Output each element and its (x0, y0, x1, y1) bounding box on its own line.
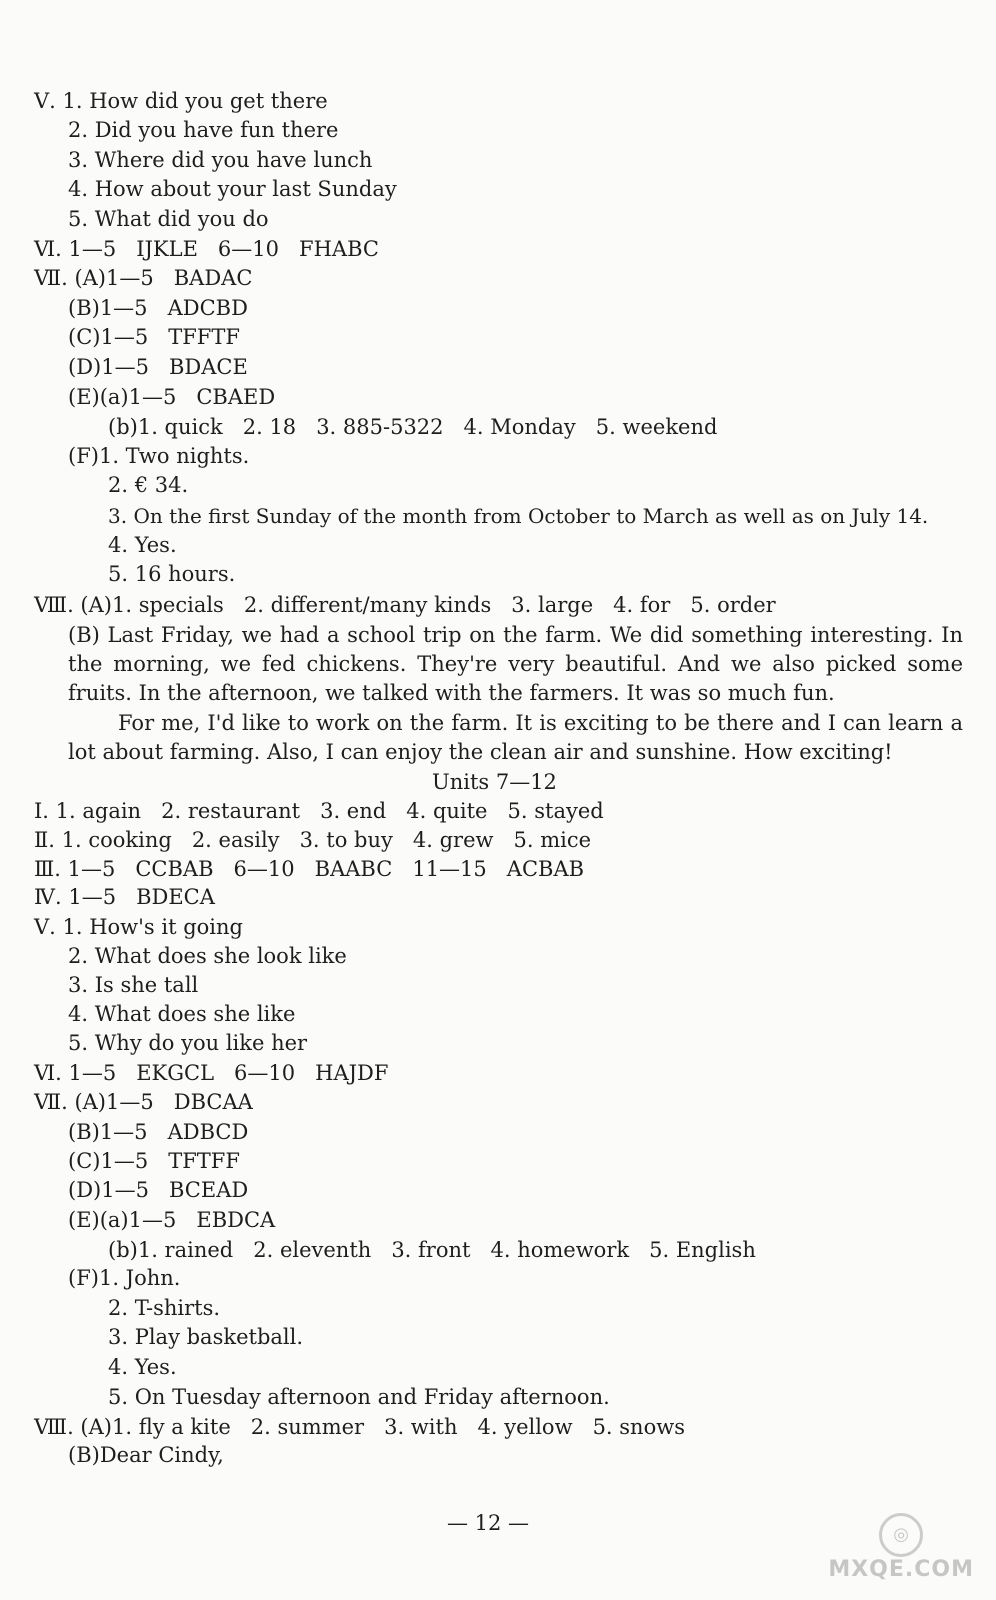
answer-line: Ⅵ. 1—5 EKGCL 6—10 HAJDF (34, 1061, 389, 1085)
answer-line: Ⅷ. (A)1. fly a kite 2. summer 3. with 4. yellow 5. snows (34, 1415, 685, 1439)
answer-line: 3. Play basketball. (108, 1325, 304, 1349)
essay-paragraph: For me, I'd like to work on the farm. It is exciting to be there and I can learn a lot about farming. Also, I can enjoy the clean air and sunshine. How exciting! (68, 711, 963, 764)
answer-line: Ⅴ. 1. How's it going (34, 915, 243, 939)
answer-line: (F)1. John. (68, 1266, 181, 1290)
answer-line: 4. How about your last Sunday (68, 177, 397, 201)
answer-line: Ⅵ. 1—5 IJKLE 6—10 FHABC (34, 237, 379, 261)
answer-line: (B)Dear Cindy, (68, 1443, 224, 1467)
answer-line: (C)1—5 TFTFF (68, 1149, 240, 1173)
answer-line: 5. Why do you like her (68, 1031, 308, 1055)
answer-line: Ⅲ. 1—5 CCBAB 6—10 BAABC 11—15 ACBAB (34, 857, 585, 881)
answer-line: (C)1—5 TFFTF (68, 325, 240, 349)
answer-line: Ⅰ. 1. again 2. restaurant 3. end 4. quite 5. stayed (34, 799, 604, 823)
answer-line: (b)1. rained 2. eleventh 3. front 4. homework 5. English (108, 1238, 756, 1262)
answer-line: 4. Yes. (108, 533, 177, 557)
answer-line: 4. Yes. (108, 1355, 177, 1379)
watermark-logo-icon: ◎ (879, 1513, 923, 1557)
answer-line: (D)1—5 BCEAD (68, 1178, 249, 1202)
answer-line: 5. 16 hours. (108, 562, 236, 586)
answer-line: 2. € 34. (108, 473, 189, 497)
answer-line: (D)1—5 BDACE (68, 355, 248, 379)
answer-line: 5. On Tuesday afternoon and Friday afternoon. (108, 1385, 610, 1409)
answer-line: 2. Did you have fun there (68, 118, 339, 142)
answer-line: (B)1—5 ADCBD (68, 296, 248, 320)
answer-line: Ⅷ. (A)1. specials 2. different/many kinds 3. large 4. for 5. order (34, 593, 776, 617)
answer-line: 3. On the first Sunday of the month from October to March as well as on July 14. (108, 504, 929, 528)
answer-line: 3. Where did you have lunch (68, 148, 373, 172)
watermark-url: MXQE.COM (828, 1557, 974, 1582)
answer-line: (B)1—5 ADBCD (68, 1120, 249, 1144)
essay-paragraph: (B) Last Friday, we had a school trip on the farm. We did something interesting. In the morning, we fed chickens. They're very beautiful. And we also picked some fruits. In the afternoon, we talked with the farmers. It was so much fun. (68, 623, 963, 705)
answer-line: (E)(a)1—5 CBAED (68, 385, 276, 409)
answer-line: (b)1. quick 2. 18 3. 885-5322 4. Monday 5. weekend (108, 415, 718, 439)
answer-line: 2. What does she look like (68, 944, 347, 968)
answer-line: Ⅶ. (A)1—5 DBCAA (34, 1090, 253, 1114)
answer-line: Ⅶ. (A)1—5 BADAC (34, 266, 253, 290)
answer-line: 4. What does she like (68, 1002, 296, 1026)
answer-line: Ⅴ. 1. How did you get there (34, 89, 328, 113)
answer-line: 3. Is she tall (68, 973, 199, 997)
answer-line: (E)(a)1—5 EBDCA (68, 1208, 276, 1232)
answer-line: Ⅱ. 1. cooking 2. easily 3. to buy 4. grew 5. mice (34, 828, 592, 852)
answer-line: 5. What did you do (68, 207, 269, 231)
section-heading: Units 7—12 (432, 770, 557, 794)
answer-line: 2. T-shirts. (108, 1296, 221, 1320)
answer-line: Ⅳ. 1—5 BDECA (34, 885, 215, 909)
answer-line: (F)1. Two nights. (68, 444, 250, 468)
page-number: — 12 — (446, 1511, 530, 1535)
watermark (828, 1513, 974, 1582)
